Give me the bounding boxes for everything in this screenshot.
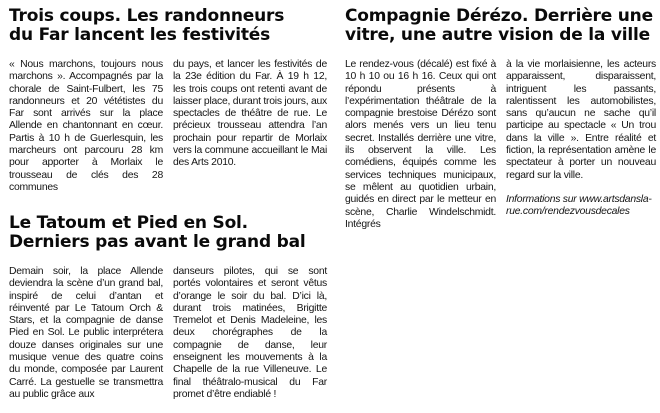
headline-trois-coups [9, 7, 329, 45]
article-body [9, 59, 327, 194]
text-column-2 [173, 266, 327, 401]
headline-line-2: Derniers pas avant le grand bal [9, 232, 306, 252]
headline-derezo [345, 7, 660, 45]
body-text: du pays, et lancer les festivités de la 23e édition du Far. À 19 h 12, les trois coups ont retenti avant de laisser place, durant trois jours, aux spectacles de théâtre de rue. Le précieux trousseau attendra l’an prochain pour repartir de Morlaix vers la commune accueillant le Mai des Arts 2010. [173, 59, 327, 169]
text-column-1 [345, 59, 496, 231]
article-body [9, 266, 327, 401]
headline-line-1: Trois coups. Les randonneurs [9, 6, 285, 26]
text-column-1 [9, 59, 163, 194]
headline-line-1: Le Tatoum et Pied en Sol. [9, 213, 248, 233]
body-text: à la vie morlaisienne, les acteurs apparaissent, disparaissent, intriguent les passants, ralentissent les automobilistes, sans qu’aucun ne sache qu’il participe au spectacle « Un trou dans la ville ». Entre réalité et fiction, la représentation amène le spectateur à porter un nouveau regard sur la ville. [506, 59, 656, 181]
text-column-2 [506, 59, 656, 231]
article-trois-coups [9, 7, 329, 197]
article-derezo [345, 7, 660, 247]
info-credit: Informations sur www.artsdansla-rue.com/rendezvousdecales [506, 193, 652, 218]
article-tatoum [9, 214, 329, 413]
body-text: « Nous marchons, toujours nous marchons ». Accompagnés par la chorale de Saint-Fulbert, les 75 randonneurs et 20 vététistes du Far sont arrivés sur la place Allende en chantonnant en cœur. Partis à 10 h de Guerlesquin, les marcheurs ont parcouru 28 km pour apporter à Morlaix le trousseau de clés des 28 communes [9, 59, 163, 193]
text-column-2 [173, 59, 327, 194]
headline-line-2: du Far lancent les festivités [9, 25, 271, 45]
headline-tatoum [9, 214, 329, 252]
body-text: Demain soir, la place Allende deviendra la scène d’un grand bal, inspiré de celui d’antan et réinventé par Le Tatoum Orch & Stars, et la compagnie de danse Pied en Sol. Le public interprétera douze danses originales sur une musique venue des quatre coins du monde, composée par Laurent Carré. La gestuelle se transmettra au public grâce aux [9, 266, 163, 400]
text-column-1 [9, 266, 163, 401]
body-text: danseurs pilotes, qui se sont portés volontaires et seront vêtus d’orange le soir du bal. D’ici là, durant trois matinées, Brigitte Tremelot et Denis Madeleine, les deux chorégraphes de la compagnie de danse, leur enseignent les mouvements à la Chapelle de la rue Villeneuve. Le final théâtralo-musical du Far promet d’être endiablé ! [173, 266, 327, 400]
headline-line-1: Compagnie Dérézo. Derrière une [345, 6, 653, 26]
body-text: Le rendez-vous (décalé) est fixé à 10 h 10 ou 16 h 16. Ceux qui ont répondu présents à l’expérimentation théâtrale de la compagnie brestoise Dérézo sont alors menés vers un lieu tenu secret. Installés derrière une vitre, ils observent la ville. Les comédiens, équipés comme les services techniques municipaux, se mêlent au quotidien urbain, guidés en direct par le metteur en scène, Charlie Windelschmidt. Intégrés [345, 59, 496, 230]
article-body [345, 59, 656, 231]
headline-line-2: vitre, une autre vision de la ville [345, 25, 650, 45]
